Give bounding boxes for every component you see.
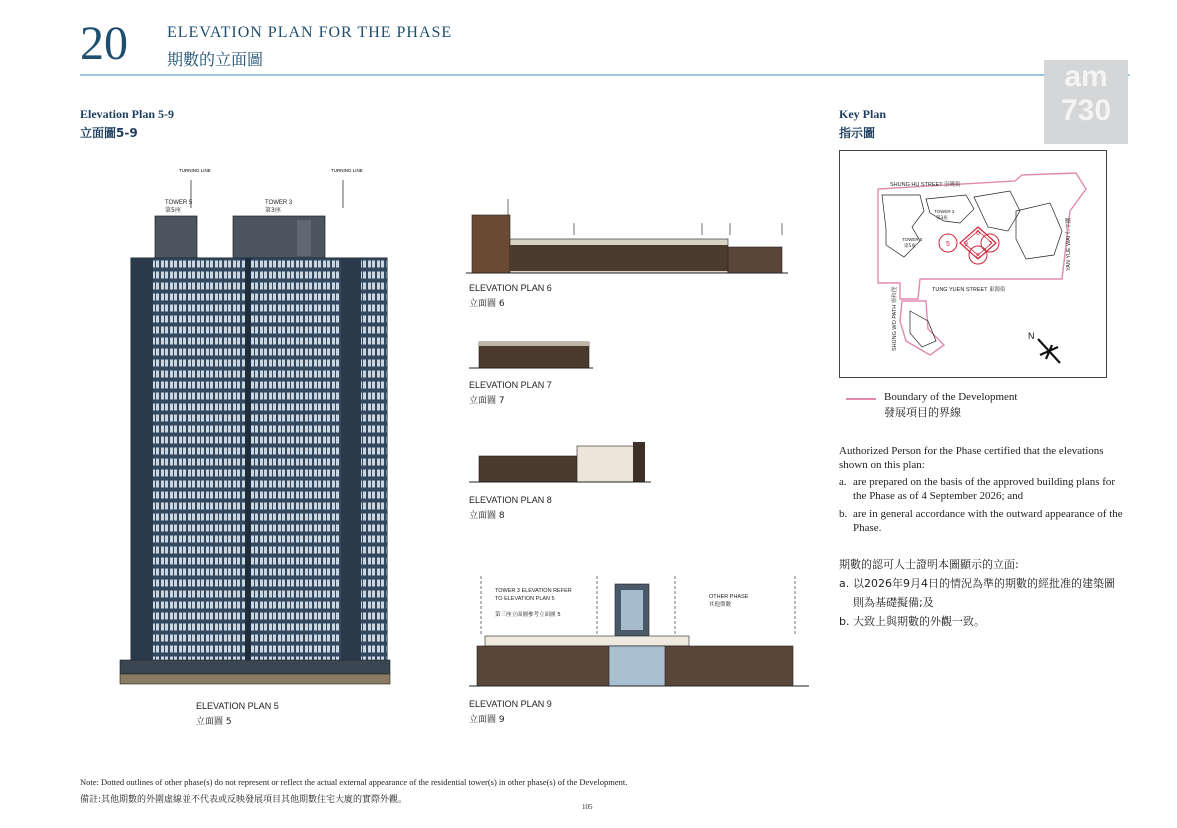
elevation-plan-6-label-chinese: 立面圖 6 — [469, 299, 505, 309]
certification-marker-a: a. — [839, 476, 847, 488]
certification-item-b-chinese: 大致上與期數的外觀一致。 — [853, 615, 985, 628]
elevation-plan-7-label: ELEVATION PLAN 7 — [469, 380, 552, 390]
other-phase-label: OTHER PHASE — [709, 594, 749, 600]
key-plan-map — [839, 150, 1107, 378]
key-plan-title-chinese: 指示圖 — [839, 126, 876, 140]
certification-marker-a-chinese: a. — [839, 577, 850, 590]
tower3-refer-label-chinese: 第三座立面圖參考立面圖 5 — [495, 612, 561, 618]
key-plan-title: Key Plan — [839, 107, 886, 121]
tower3-refer-label: TOWER 3 ELEVATION REFER — [495, 588, 572, 594]
certification-marker-b: b. — [839, 508, 848, 520]
key-plan-tower3-label-chinese: 第3座 — [936, 216, 948, 221]
elevation-plan-5-drawing — [115, 160, 400, 690]
elevation-plan-9-label-chinese: 立面圖 9 — [469, 715, 505, 725]
other-phase-label-chinese: 其他期數 — [709, 602, 732, 608]
key-plan-marker: 9 — [964, 241, 968, 248]
tower5-label: TOWER 5 — [165, 200, 193, 206]
footer-note-chinese: 備註:其他期數的外圍虛線並不代表或反映發展項目其他期數住宅大廈的實際外觀。 — [80, 795, 408, 805]
page-section-number: 20 — [80, 17, 128, 70]
page-number: 105 — [582, 803, 593, 811]
turning-line-label: TURNING LINE — [331, 168, 363, 173]
key-plan-marker: 5 — [946, 241, 950, 248]
tower3-label: TOWER 3 — [265, 200, 293, 206]
page-title: ELEVATION PLAN FOR THE PHASE — [167, 24, 453, 41]
turning-line-label: TURNING LINE — [179, 168, 211, 173]
certification-marker-b-chinese: b. — [839, 615, 850, 628]
certification-item-a: are prepared on the basis of the approved building plans for the Phase as of 4 September 2026; and — [853, 476, 1116, 502]
header-divider — [80, 74, 1130, 76]
boundary-legend-label: Boundary of the Development — [884, 391, 1018, 403]
street-label-right: YAN YUE WAI 仁宇圍 — [1066, 217, 1072, 271]
elevation-plan-6-drawing — [466, 195, 796, 277]
watermark-line2: 730 — [1060, 94, 1112, 127]
key-plan-marker: 7 — [988, 241, 992, 248]
path-label-left: SHUNG WO PATH 崇和徑 — [892, 286, 898, 351]
elevation-plan-6-label: ELEVATION PLAN 6 — [469, 283, 552, 293]
key-plan-drawing — [840, 151, 1106, 377]
elevation-section-title-chinese: 立面圖5-9 — [80, 126, 138, 140]
footer-note: Note: Dotted outlines of other phase(s) do not represent or reflect the actual external appearance of the residential tower(s) in other phase(s) of the Development. — [80, 777, 628, 787]
elevation-plan-8-label-chinese: 立面圖 8 — [469, 511, 505, 521]
elevation-plan-8-label: ELEVATION PLAN 8 — [469, 495, 552, 505]
elevation-plan-5-label-chinese: 立面圖 5 — [196, 717, 232, 727]
certification-intro-chinese: 期數的認可人士證明本圖顯示的立面: — [839, 558, 1019, 571]
elevation-plan-7-label-chinese: 立面圖 7 — [469, 396, 505, 406]
certification-intro: Authorized Person for the Phase certified that the elevations shown on this plan: — [839, 445, 1104, 471]
tower5-label-chinese: 第5座 — [165, 207, 181, 214]
key-plan-tower5-label-chinese: 第5座 — [904, 244, 916, 249]
key-plan-marker: 8 — [976, 253, 980, 260]
street-label-bottom: TUNG YUEN STREET 東源街 — [932, 287, 1006, 293]
elevation-plan-9-label: ELEVATION PLAN 9 — [469, 699, 552, 709]
elevation-plan-9-drawing — [469, 574, 809, 692]
key-plan-tower5-label: TOWER 5 — [902, 237, 923, 242]
boundary-legend-label-chinese: 發展項目的界線 — [884, 406, 961, 419]
watermark-line1: am — [1064, 60, 1108, 93]
certification-item-a-chinese: 以2026年9月4日的情況為準的期數的經批准的建築圖則為基礎擬備;及 — [853, 577, 1115, 609]
page-title-chinese: 期數的立面圖 — [167, 50, 264, 69]
tower3-refer-label-2: TO ELEVATION PLAN 5 — [495, 596, 555, 602]
north-label: N — [1028, 331, 1035, 341]
elevation-section-title: Elevation Plan 5-9 — [80, 107, 175, 121]
watermark-logo — [1044, 60, 1128, 144]
elevation-plan-7-drawing — [469, 336, 593, 372]
certification-item-b: are in general accordance with the outward appearance of the Phase. — [853, 508, 1123, 534]
street-label-top: SHUNG HU STREET 崇曉街 — [890, 182, 961, 188]
key-plan-marker: 6 — [976, 230, 980, 237]
key-plan-tower3-label: TOWER 3 — [934, 209, 955, 214]
elevation-plan-8-drawing — [469, 440, 651, 486]
tower3-label-chinese: 第3座 — [265, 207, 281, 214]
boundary-legend-line — [846, 398, 876, 400]
north-arrow-icon — [1038, 339, 1060, 363]
elevation-plan-5-label: ELEVATION PLAN 5 — [196, 701, 279, 711]
